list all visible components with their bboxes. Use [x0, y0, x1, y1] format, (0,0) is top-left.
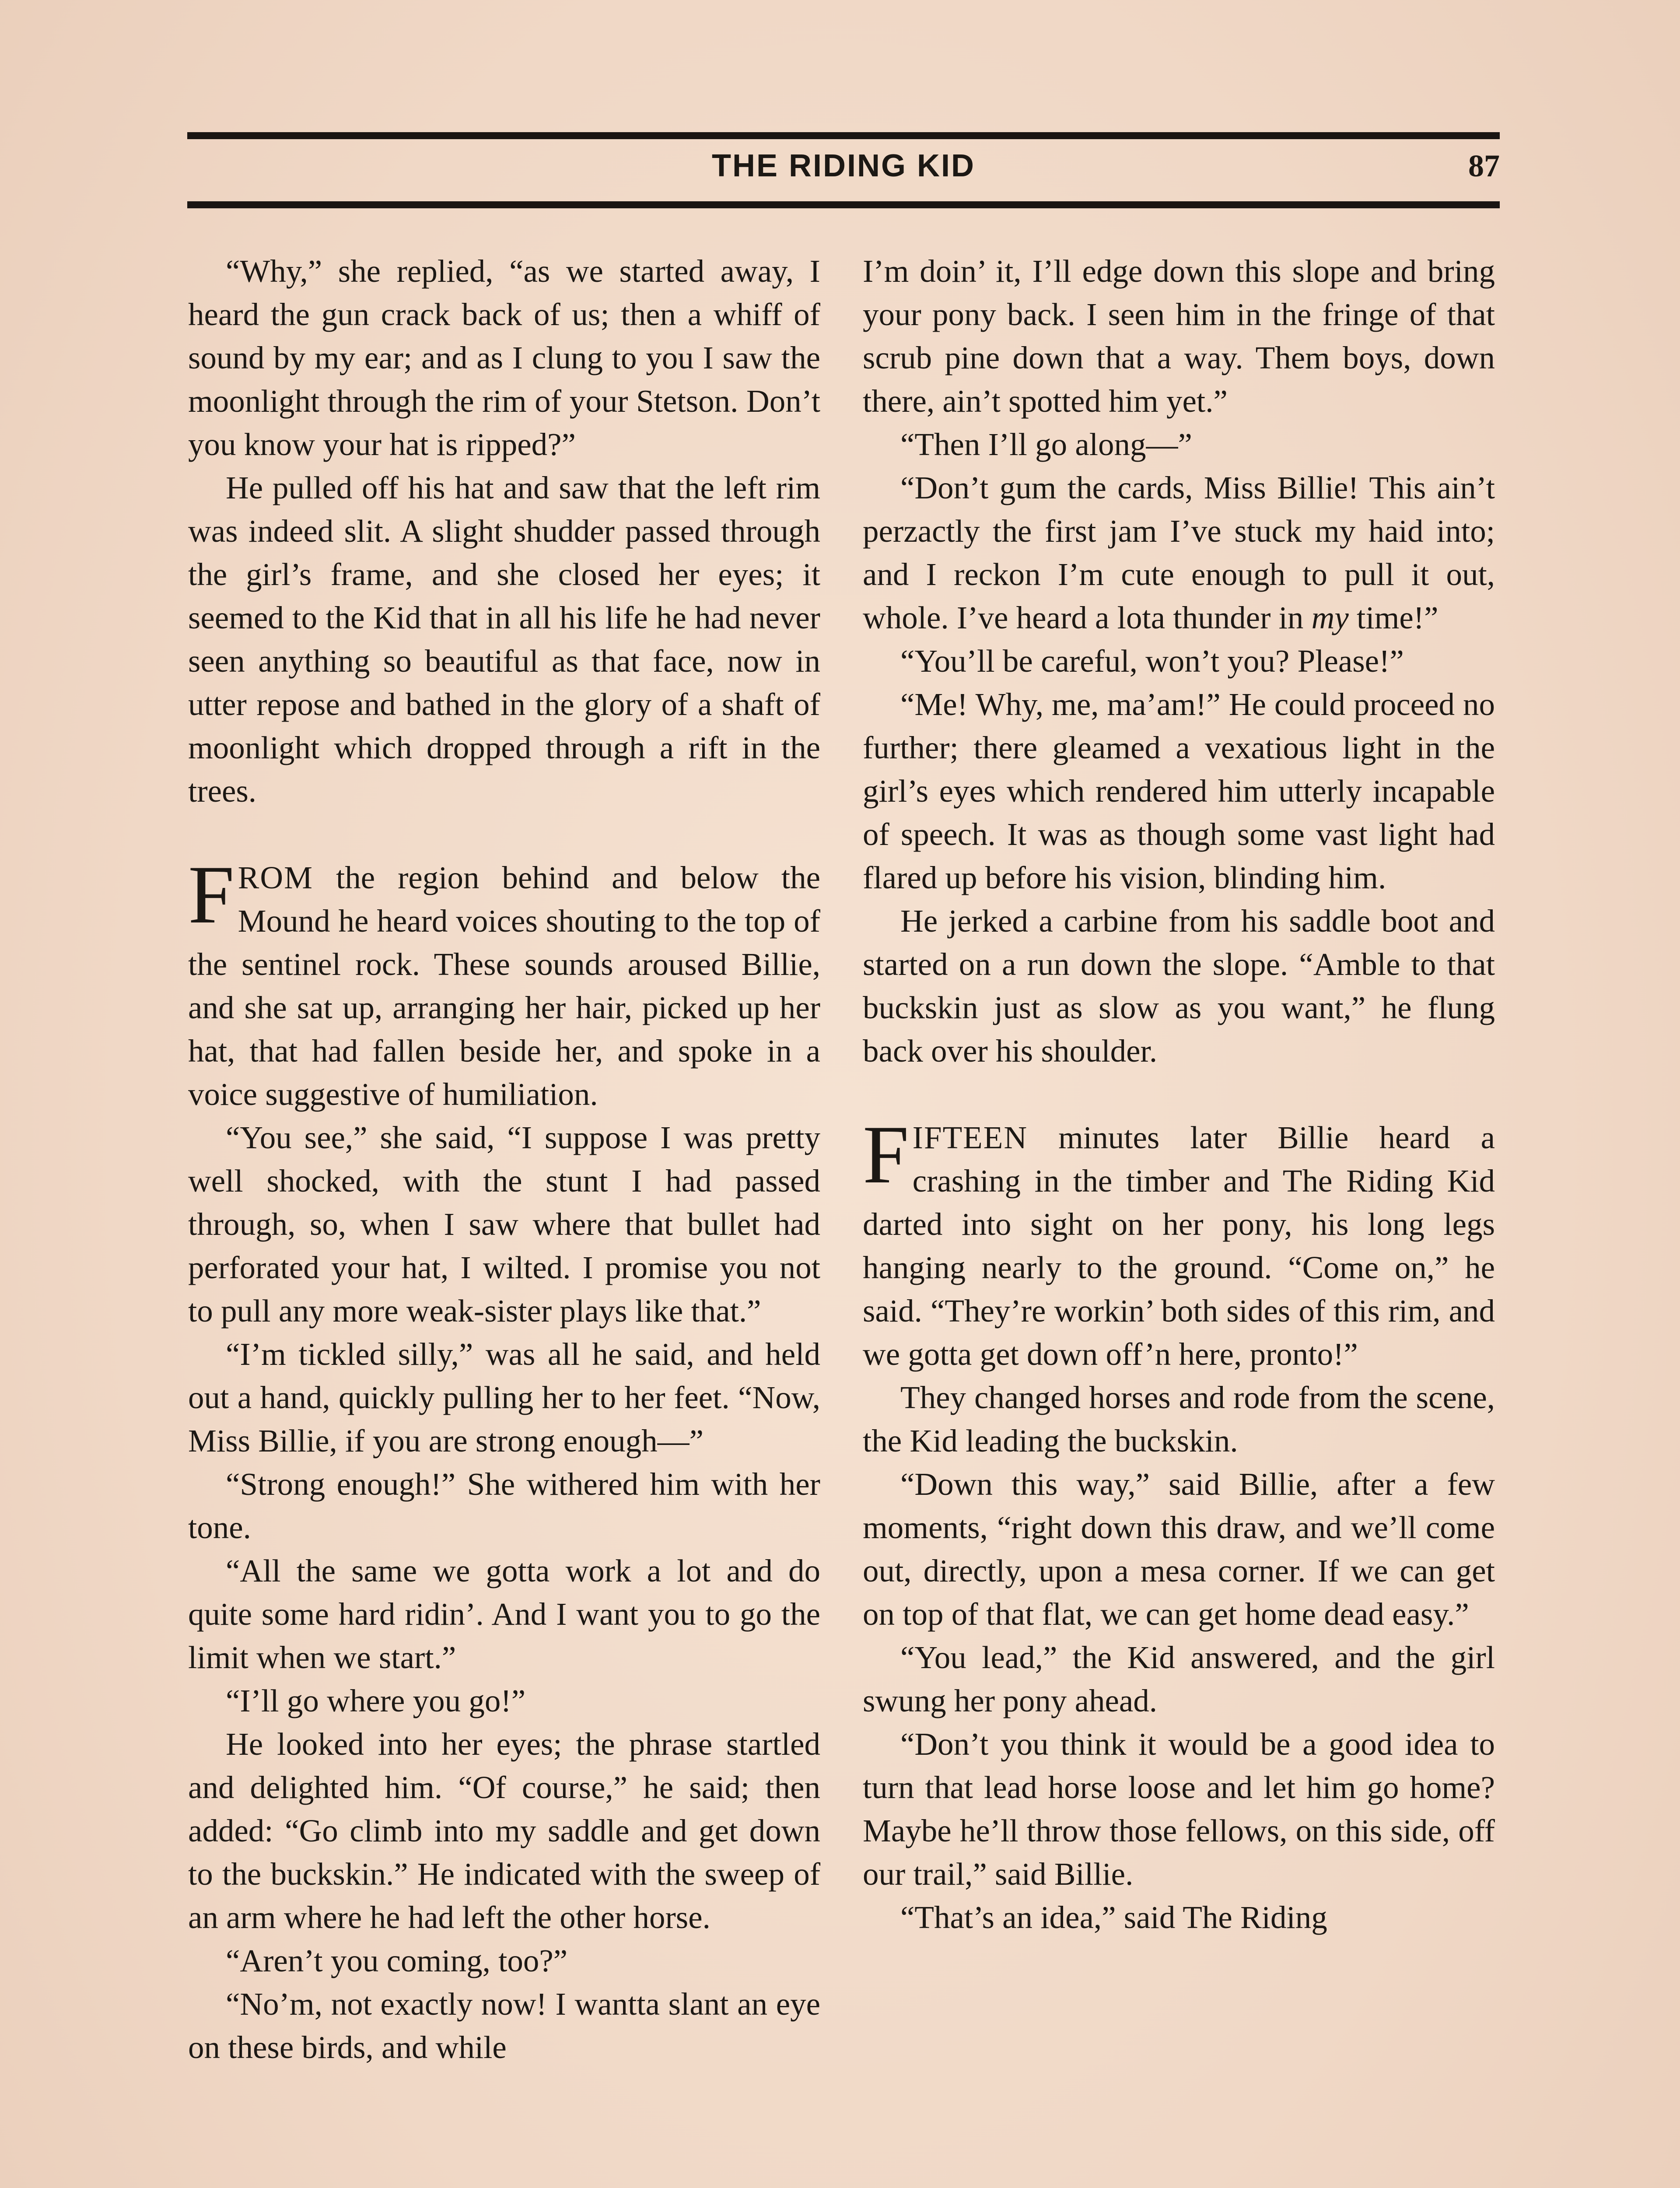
paragraph: He jerked a carbine from his saddle boot and started on a run down the slope. “Amble to that buckskin just as slow as you want,” he flung back over his shoulder.: [863, 903, 1495, 1069]
paragraph: “Me! Why, me, ma’am!” He could proceed no further; there gleamed a vexatious light in the girl’s eyes which rendered him utterly incapable of speech. It was as though some vast light had flared up before his vision, blinding him.: [863, 687, 1495, 895]
paragraph: “No’m, not exactly now! I wantta slant an eye on these birds, and while: [188, 1986, 820, 2065]
paragraph: “All the same we gotta work a lot and do quite some hard ridin’. And I want you to go the limit when we start.”: [188, 1553, 820, 1675]
small-caps-lead: ROM: [238, 860, 313, 895]
paragraph: “Why,” she replied, “as we started away, I heard the gun crack back of us; then a whiff of sound by my ear; and as I clung to you I saw the moonlight through the rim of your Stetson. Don’t you know your hat is ripped?”: [188, 253, 820, 462]
paragraph: “You’ll be careful, won’t you? Please!”: [900, 643, 1404, 679]
running-header: [187, 144, 1500, 197]
paragraph-text: “Don’t gum the cards, Miss Billie! This ain’t perzactly the first jam I’ve stuck my haid into; and I reckon I’m cute enough to pull it out, whole. I’ve heard a lota thunder in: [863, 470, 1495, 635]
header-rule-bottom: [187, 201, 1500, 208]
left-column: [188, 249, 820, 2069]
drop-cap: F: [863, 1109, 909, 1201]
paragraph: They changed horses and rode from the scene, the Kid leading the buckskin.: [863, 1380, 1495, 1459]
paragraph: “You see,” she said, “I suppose I was pretty well shocked, with the stunt I had passed through, so, when I saw where that bullet had perforated your hat, I wilted. I promise you not to pull any more weak-sister plays like that.”: [188, 1120, 820, 1329]
header-rule-top: [187, 132, 1500, 139]
paragraph: “I’m tickled silly,” was all he said, and held out a hand, quickly pulling her to her feet. “Now, Miss Billie, if you are strong enough—”: [188, 1336, 820, 1459]
section-paragraph: [863, 1109, 1495, 1376]
paragraph: “You lead,” the Kid answered, and the girl swung her pony ahead.: [863, 1640, 1495, 1718]
paragraph: “Down this way,” said Billie, after a few moments, “right down this draw, and we’ll come out, directly, upon a mesa corner. If we can get on top of that flat, we can get home dead easy.”: [863, 1466, 1495, 1632]
paragraph-text: the region behind and below the Mound he heard voices shouting to the top of the sentinel rock. These sounds aroused Billie, and she sat up, arranging her hair, picked up her hat, that had fallen beside her, and spoke in a voice suggestive of humiliation.: [188, 860, 820, 1112]
paragraph: “I’ll go where you go!”: [226, 1683, 526, 1718]
paragraph-text: minutes later Billie heard a crashing in the timber and The Riding Kid darted into sight on her pony, his long legs hanging nearly to the ground. “Come on,” he said. “They’re workin’ both sides of this rim, and we gotta get down off’n here, pronto!”: [863, 1120, 1495, 1372]
paragraph: “Then I’ll go along—”: [900, 427, 1192, 462]
section-paragraph: [188, 849, 820, 1116]
paragraph: He pulled off his hat and saw that the left rim was indeed slit. A slight shudder passed through the girl’s frame, and she closed her eyes; it seemed to the Kid that in all his life he had never seen anything so beautiful as that face, now in utter repose and bathed in the glory of a shaft of moonlight which dropped through a rift in the trees.: [188, 470, 820, 809]
drop-cap: F: [188, 849, 234, 941]
italic-word: my: [1311, 600, 1349, 635]
paragraph: “Strong enough!” She withered him with her tone.: [188, 1466, 820, 1545]
right-column: [863, 249, 1495, 1939]
small-caps-lead: IFTEEN: [912, 1120, 1028, 1155]
paragraph: “That’s an idea,” said The Riding: [900, 1900, 1327, 1935]
paragraph-text: time!”: [1348, 600, 1438, 635]
paragraph: “Aren’t you coming, too?”: [226, 1943, 568, 1978]
page-number: 87: [1468, 148, 1500, 183]
paragraph: [863, 466, 1495, 639]
running-title: THE RIDING KID: [711, 148, 975, 183]
paragraph: “Don’t you think it would be a good idea to turn that lead horse loose and let him go home? Maybe he’ll throw those fellows, on this side, off our trail,” said Billie.: [863, 1726, 1495, 1892]
paragraph-continued: I’m doin’ it, I’ll edge down this slope and bring your pony back. I seen him in the fringe of that scrub pine down that a way. Them boys, down there, ain’t spotted him yet.”: [863, 253, 1495, 419]
paragraph: He looked into her eyes; the phrase startled and delighted him. “Of course,” he said; then added: “Go climb into my saddle and get down to the buckskin.” He indicated with the sweep of an arm where he had left the other horse.: [188, 1726, 820, 1935]
